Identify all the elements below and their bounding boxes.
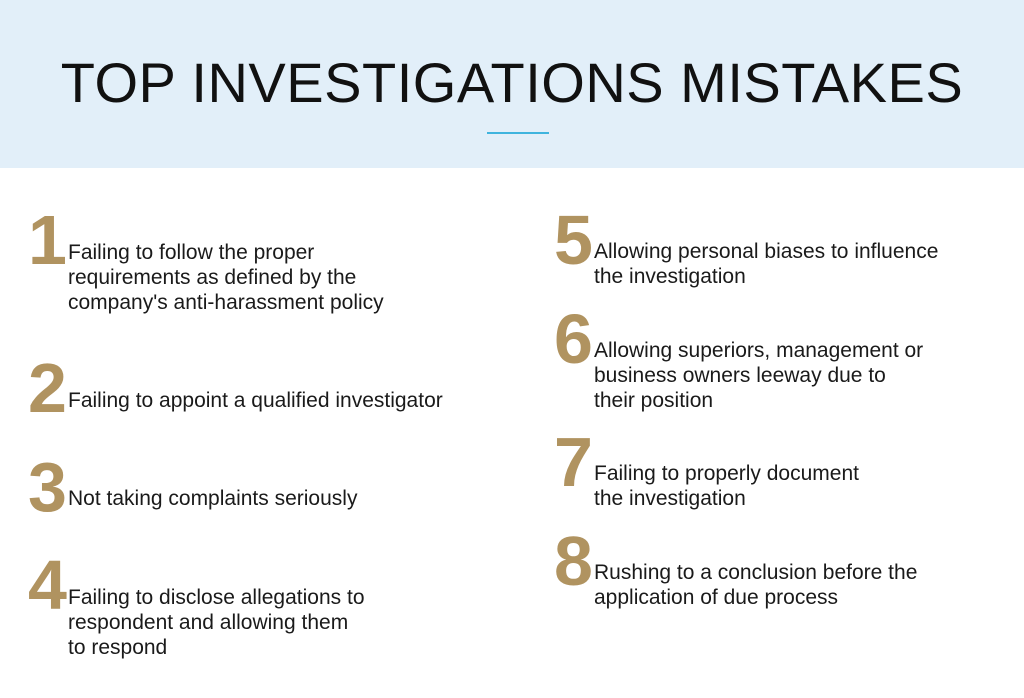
mistake-number: 1 — [28, 201, 65, 279]
mistake-item-2 — [28, 349, 508, 427]
mistake-text-line: Failing to follow the proper — [68, 241, 315, 264]
mistake-text-line: business owners leeway due to — [594, 364, 886, 387]
mistake-number: 2 — [28, 349, 65, 427]
mistake-item-4 — [28, 546, 508, 660]
mistake-number: 6 — [554, 300, 591, 378]
header-banner — [0, 0, 1024, 168]
mistake-number: 4 — [28, 546, 65, 624]
mistake-text-line: Rushing to a conclusion before the — [594, 561, 918, 584]
mistake-text-line: respondent and allowing them — [68, 611, 349, 634]
mistake-item-3 — [28, 448, 508, 526]
mistake-text-line: the investigation — [594, 265, 746, 288]
mistake-text — [594, 461, 859, 511]
mistake-text — [594, 239, 938, 289]
mistake-text-line: the investigation — [594, 487, 746, 510]
mistake-text-line: Failing to disclose allegations to — [68, 586, 365, 609]
mistake-item-7 — [554, 423, 1004, 517]
mistake-text — [68, 585, 365, 660]
mistake-text-line: Not taking complaints seriously — [68, 487, 358, 510]
mistake-text-line: their position — [594, 389, 714, 412]
mistake-text-line: requirements as defined by the — [68, 266, 357, 289]
mistake-number: 7 — [554, 423, 591, 501]
mistake-text — [68, 388, 443, 413]
mistake-text-line: application of due process — [594, 586, 838, 609]
mistake-text — [68, 486, 357, 511]
mistake-item-5 — [554, 201, 1004, 295]
mistake-text-line: Allowing superiors, management or — [594, 339, 924, 362]
mistake-text-line: Failing to properly document — [594, 462, 859, 485]
page-title: TOP INVESTIGATIONS MISTAKES — [60, 51, 964, 114]
mistake-item-8 — [554, 522, 1004, 616]
mistake-text-line: Failing to appoint a qualified investigator — [68, 389, 443, 412]
mistake-text-line: company's anti-harassment policy — [68, 291, 384, 314]
mistake-text — [594, 338, 923, 413]
mistake-number: 8 — [554, 522, 591, 600]
mistake-text-line: Allowing personal biases to influence — [594, 240, 939, 263]
mistake-number: 5 — [554, 201, 591, 279]
mistake-text-line: to respond — [68, 636, 168, 659]
mistake-item-1 — [28, 201, 508, 315]
mistake-item-6 — [554, 300, 1004, 414]
title-underline — [487, 132, 549, 134]
mistake-number: 3 — [28, 448, 65, 526]
mistake-text — [594, 560, 917, 610]
mistake-text — [68, 240, 384, 315]
